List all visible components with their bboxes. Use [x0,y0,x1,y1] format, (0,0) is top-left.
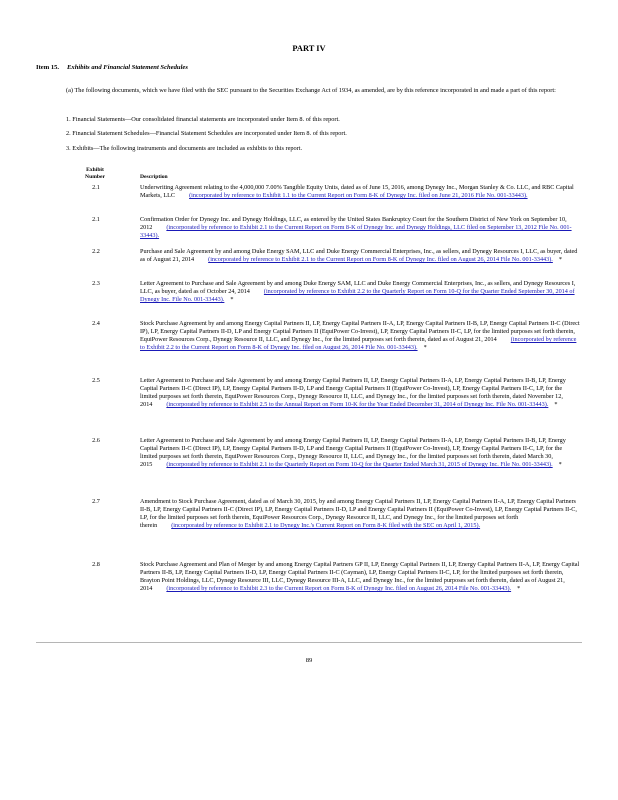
exhibit-description: Letter Agreement to Purchase and Sale Agreement by and among Duke Energy SAM, LLC and Duke Energy Commercial Enterprises, Inc., as sellers, and Dynegy Resources I, LLC, as buyer, dated as of October 24, 2014 (incorporated by reference to Exhibit 2.2 to the Quarterly Report on Form 10-Q for the Quarter Ended September 30, 2014 of Dynegy Inc. File No. 001-33443). * [140,280,576,304]
list-item: 2. Financial Statement Schedules—Financial Statement Schedules are incorporated under Item 8. of this report. [66,130,347,137]
exhibit-number: 2.1 [92,216,100,223]
list-item: 3. Exhibits—The following instruments and documents are included as exhibits to this report. [66,145,303,152]
footnote-star: * [423,344,427,352]
page-number: 89 [305,657,313,664]
exhibit-reference-link[interactable]: (incorporated by reference to Exhibit 2.1 to the Quarterly Report on Form 10-Q for the Quarter Ended March 31, 2015 of Dynegy Inc. File No. 001-33443). [166,461,553,469]
exhibit-number: 2.8 [92,561,100,568]
part-title: PART IV [292,44,326,53]
exhibit-description: Letter Agreement to Purchase and Sale Agreement by and among Energy Capital Partners II, LP, Energy Capital Partners II-A, LP, Energy Capital Partners II-B, LP, Energy Capital Partners II-C (Direct IP), LP, Energy Capital Partners II-D, LP and Energy Capital Partners II (EquiPower Co-Invest), LP, Energy Capital Partners II-C, LP, for the limited purposes set forth therein, EquiPower Resources Corp., Dynegy Resource II, LLC, and Dynegy Inc., for the limited purposes set forth therein, dated November 12, 2014 (incorporated by reference to Exhibit 2.5 to the Annual Report on Form 10-K for the Year Ended December 31, 2014 of Dynegy Inc. File No. 001-33443). * [140,377,566,409]
exhibit-reference-link[interactable]: (incorporated by reference to Exhibit 1.1 to the Current Report on Form 8-K of Dynegy Inc. filed on June 21, 2016 File No. 001-33443). [189,192,528,200]
exhibit-description: Amendment to Stock Purchase Agreement, dated as of March 30, 2015, by and among Energy Capital Partners II, LP, Energy Capital Partners II-A, LP, Energy Capital Partners II-B, LP, Energy Capital Partners II-C (Direct IP), LP, Energy Capital Partners II-D, LP and Energy Capital Partners II (EquiPower Co-Invest), LP, Energy Capital Partners II-C, LP, for the limited purposes set forth therein, EquiPower Resources Corp., Dynegy Resource II, LLC, and Dynegy Inc., for the limited purposes set forth therein (incorporated by reference to Exhibit 2.1 to Dynegy Inc.'s Current Report on Form 8-K filed with the SEC on April 1, 2015). [140,498,577,530]
exhibit-number-header: Exhibit Number [85,167,105,180]
item-title: Exhibits and Financial Statement Schedules [67,64,188,71]
footer-divider [36,642,582,643]
intro-paragraph: (a) The following documents, which we have filed with the SEC pursuant to the Securities Exchange Act of 1934, as amended, are by this reference incorporated in and made a part of this report: [66,87,556,94]
exhibit-description: Stock Purchase Agreement and Plan of Merger by and among Energy Capital Partners GP II, LP, Energy Capital Partners II, LP, Energy Capital Partners II-A, LP, Energy Capital Partners II-B, LP, Energy Capital Partners II-D, LP, Energy Capital Partners II-C (Cayman), LP, Energy Capital Partners II-C, LP, for the limited purposes set forth therein, Brayton Point Holdings, LLC, Dynegy Resource III, LLC, Dynegy Resource III-A, LLC, and Dynegy Inc., for the limited purposes set forth therein, dated as of August 21, 2014 (incorporated by reference to Exhibit 2.3 to the Current Report on Form 8-K of Dynegy Inc. filed on August 26, 2014 File No. 001-33443). * [140,561,580,593]
exhibit-reference-link[interactable]: (incorporated by reference to Exhibit 2.2 to the Current Report on Form 8-K of Dynegy Inc. filed on August 26, 2014 File No. 001-33443). [140,336,577,352]
description-header: Description [140,174,168,180]
exhibit-number: 2.4 [92,320,100,327]
list-item: 1. Financial Statements—Our consolidated financial statements are incorporated under Item 8. of this report. [66,116,340,123]
exhibit-number: 2.3 [92,280,100,287]
footnote-star: * [558,256,562,264]
exhibit-reference-link[interactable]: (incorporated by reference to Exhibit 2.1 to Dynegy Inc.'s Current Report on Form 8-K filed with the SEC on April 1, 2015). [171,522,481,530]
exhibit-number: 2.7 [92,498,100,505]
exhibit-reference-link[interactable]: (incorporated by reference to Exhibit 2.1 to the Current Report on Form 8-K of Dynegy Inc. and Dynegy Holdings, LLC filed on September 13, 2012 File No. 001-33443). [140,224,572,240]
exhibit-number: 2.2 [92,248,100,255]
footnote-star: * [554,401,558,409]
exhibit-description: Stock Purchase Agreement by and among Energy Capital Partners II, LP, Energy Capital Partners II-A, LP, Energy Capital Partners II-B, LP, Energy Capital Partners II-C (Direct IP), LP, Energy Capital Partners II-D, LP and Energy Capital Partners II (EquiPower Co-Invest), LP, Energy Capital Partners II-C, LP, for the limited purposes set forth therein, EquiPower Resources Corp., Dynegy Resource II, LLC, and Dynegy Inc., for the limited purposes set forth therein, dated as of August 21, 2014 (incorporated by reference to Exhibit 2.2 to the Current Report on Form 8-K of Dynegy Inc. filed on August 26, 2014 File No. 001-33443). * [140,320,580,352]
item-number: Item 15. [36,64,60,71]
footnote-star: * [230,296,234,304]
exhibit-reference-link[interactable]: (incorporated by reference to Exhibit 2.3 to the Current Report on Form 8-K of Dynegy Inc. filed on August 26, 2014 File No. 001-33443). [166,585,512,593]
exhibit-description: Purchase and Sale Agreement by and among Duke Energy SAM, LLC and Duke Energy Commercial Enterprises, Inc., as sellers, and Dynegy Resources I, LLC, as buyer, dated as of August 21, 2014 (incorporated by reference to Exhibit 2.1 to the Current Report on Form 8-K of Dynegy Inc. filed on August 26, 2014 File No. 001-33443). * [140,248,578,264]
item-heading [36,64,188,71]
footnote-star: * [558,461,562,469]
exhibit-description: Underwriting Agreement relating to the 4,000,000 7.00% Tangible Equity Units, dated as of June 15, 2016, among Dynegy Inc., Morgan Stanley & Co. LLC, and RBC Capital Markets, LLC (incorporated by reference to Exhibit 1.1 to the Current Report on Form 8-K of Dynegy Inc. filed on June 21, 2016 File No. 001-33443). [140,184,574,200]
exhibit-reference-link[interactable]: (incorporated by reference to Exhibit 2.1 to the Current Report on Form 8-K of Dynegy Inc. filed on August 26, 2014 File No. 001-33443). [208,256,553,264]
exhibit-number: 2.1 [92,184,100,191]
exhibit-number: 2.5 [92,377,100,384]
exhibit-number: 2.6 [92,437,100,444]
exhibit-description: Letter Agreement to Purchase and Sale Agreement by and among Energy Capital Partners II, LP, Energy Capital Partners II-A, LP, Energy Capital Partners II-B, LP, Energy Capital Partners II-C (Direct IP), LP, Energy Capital Partners II-D, LP and Energy Capital Partners II (EquiPower Co-Invest), LP, Energy Capital Partners II-C, LP, for the limited purposes set forth therein, EquiPower Resources Corp., Dynegy Resource II, LLC, and Dynegy Inc., for the limited purposes set forth therein, dated March 30, 2015 (incorporated by reference to Exhibit 2.1 to the Quarterly Report on Form 10-Q for the Quarter Ended March 31, 2015 of Dynegy Inc. File No. 001-33443). * [140,437,566,469]
exhibit-reference-link[interactable]: (incorporated by reference to Exhibit 2.5 to the Annual Report on Form 10-K for the Year Ended December 31, 2014 of Dynegy Inc. File No. 001-33443). [166,401,549,409]
exhibit-reference-link[interactable]: (incorporated by reference to Exhibit 2.2 to the Quarterly Report on Form 10-Q for the Quarter Ended September 30, 2014 of Dynegy Inc. File No. 001-33443). [140,288,575,304]
exhibit-description: Confirmation Order for Dynegy Inc. and Dynegy Holdings, LLC, as entered by the United States Bankruptcy Court for the Southern District of New York on September 10, 2012 (incorporated by reference to Exhibit 2.1 to the Current Report on Form 8-K of Dynegy Inc. and Dynegy Holdings, LLC filed on September 13, 2012 File No. 001-33443). [140,216,572,240]
footnote-star: * [517,585,521,593]
